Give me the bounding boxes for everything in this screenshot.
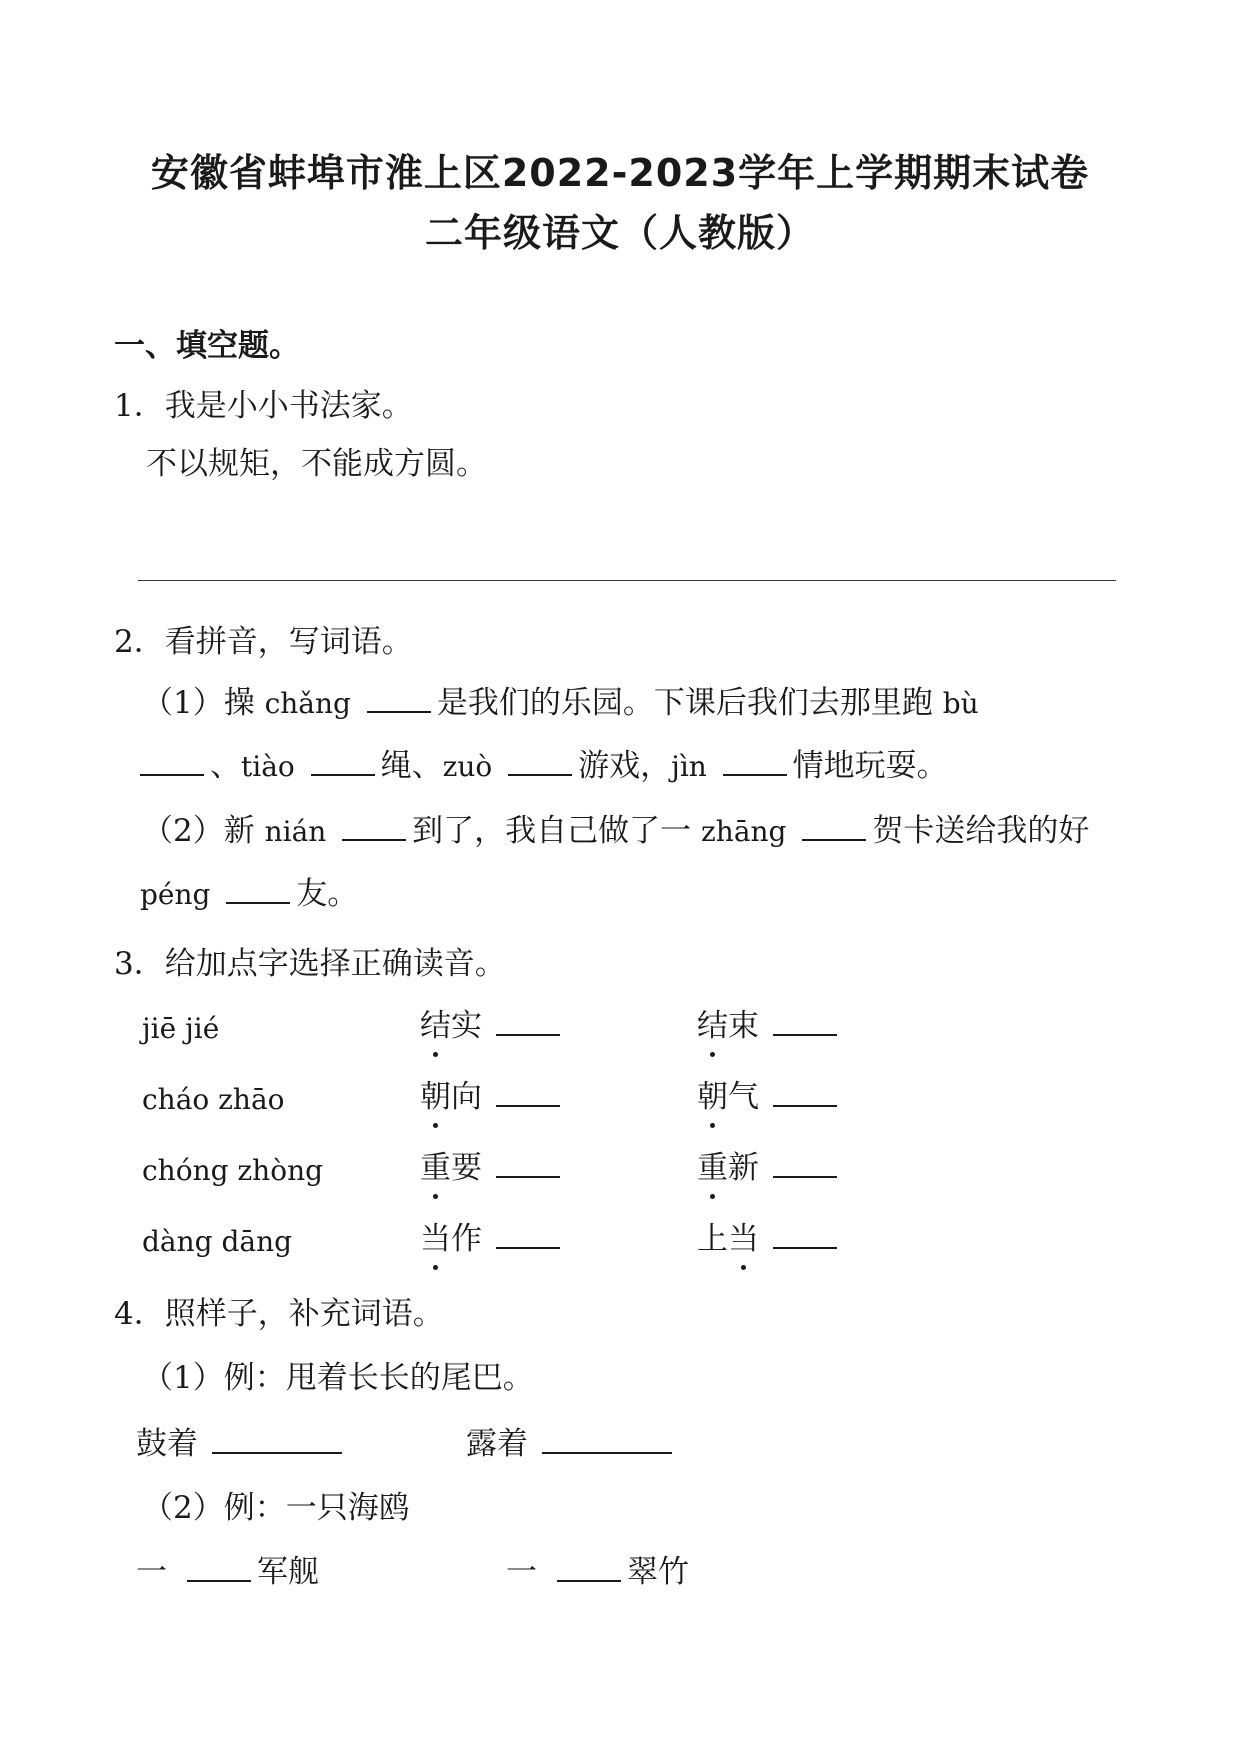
question-2-part2-line2: [140, 868, 358, 913]
question-4-item: [506, 1546, 689, 1591]
word-rest: 气: [728, 1079, 759, 1115]
dotted-char: 结: [697, 1000, 728, 1045]
word-rest: 要: [451, 1150, 482, 1186]
pinyin: chǎng: [264, 687, 351, 720]
pinyin: bù: [942, 687, 979, 720]
text-segment: 露着: [466, 1426, 528, 1462]
question-4-item: [136, 1418, 348, 1463]
writing-line[interactable]: [138, 580, 1116, 581]
text-segment: （2）新: [142, 813, 255, 849]
text-segment: 翠竹: [627, 1554, 689, 1590]
exam-subtitle: 二年级语文（人教版）: [424, 211, 815, 255]
question-2-part1-line1: [142, 677, 979, 722]
word-with-dot: [420, 1142, 566, 1187]
dotted-char: 朝: [420, 1071, 451, 1116]
word-rest: 新: [728, 1150, 759, 1186]
word-rest: 作: [451, 1221, 482, 1257]
text-segment: 军舰: [257, 1554, 319, 1590]
answer-blank[interactable]: [496, 1243, 560, 1249]
pinyin: tiào: [241, 750, 295, 783]
text-segment: 绳、: [380, 748, 443, 784]
text-segment: 友。: [296, 876, 359, 912]
answer-blank[interactable]: [496, 1030, 560, 1036]
word-with-dot: [697, 1000, 843, 1045]
answer-blank[interactable]: [496, 1101, 560, 1107]
dotted-char: 重: [420, 1142, 451, 1187]
answer-blank[interactable]: [773, 1243, 837, 1249]
text-segment: 一: [136, 1554, 167, 1590]
answer-blank[interactable]: [542, 1448, 672, 1454]
word-with-dot: [697, 1213, 843, 1258]
text-segment: （1）操: [142, 685, 255, 721]
answer-blank[interactable]: [311, 770, 375, 776]
text-segment: 鼓着: [136, 1426, 198, 1462]
exam-title: 安徽省蚌埠市淮上区2022-2023学年上学期期末试卷: [150, 151, 1090, 195]
word-rest: 上: [697, 1221, 728, 1257]
pinyin-options: dàng dāng: [142, 1225, 293, 1258]
text-segment: 游戏，: [578, 748, 672, 784]
question-2-part1-line2: [140, 740, 948, 785]
text-segment: 是我们的乐园。下课后我们去那里跑: [436, 685, 933, 721]
question-1-stem: 1．我是小小书法家。: [114, 388, 413, 424]
answer-blank[interactable]: [773, 1101, 837, 1107]
word-rest: 向: [451, 1079, 482, 1115]
word-with-dot: [420, 1213, 566, 1258]
answer-blank[interactable]: [226, 898, 290, 904]
question-4-stem: 4．照样子，补充词语。: [114, 1296, 444, 1332]
text-segment: 、: [210, 748, 241, 784]
dotted-char: 当: [728, 1213, 759, 1258]
answer-blank[interactable]: [367, 707, 431, 713]
pinyin: nián: [264, 815, 327, 848]
text-segment: 情地玩耍。: [792, 748, 948, 784]
word-rest: 实: [451, 1008, 482, 1044]
word-with-dot: [420, 1000, 566, 1045]
dotted-char: 结: [420, 1000, 451, 1045]
text-segment: 一: [506, 1554, 537, 1590]
section-heading: 一、填空题。: [114, 328, 300, 364]
answer-blank[interactable]: [802, 835, 866, 841]
question-4-item: [136, 1546, 319, 1591]
pinyin: péng: [140, 878, 211, 911]
answer-blank[interactable]: [557, 1576, 621, 1582]
text-segment: 到了，我自己做了一: [412, 813, 692, 849]
question-4-example-2: （2）例：一只海鸥: [142, 1490, 410, 1526]
answer-blank[interactable]: [187, 1576, 251, 1582]
word-with-dot: [420, 1071, 566, 1116]
word-with-dot: [697, 1071, 843, 1116]
question-3-stem: 3．给加点字选择正确读音。: [114, 946, 506, 982]
answer-blank[interactable]: [212, 1448, 342, 1454]
word-rest: 束: [728, 1008, 759, 1044]
word-with-dot: [697, 1142, 843, 1187]
dotted-char: 当: [420, 1213, 451, 1258]
dotted-char: 重: [697, 1142, 728, 1187]
answer-blank[interactable]: [342, 835, 406, 841]
answer-blank[interactable]: [496, 1172, 560, 1178]
question-2-stem: 2．看拼音，写词语。: [114, 624, 413, 660]
pinyin-options: chóng zhòng: [142, 1154, 324, 1187]
pinyin-options: jiē jié: [142, 1012, 220, 1045]
pinyin: zhāng: [701, 815, 787, 848]
question-2-part2-line1: [142, 805, 1089, 850]
question-4-item: [466, 1418, 678, 1463]
answer-blank[interactable]: [140, 770, 204, 776]
text-segment: 贺卡送给我的好: [872, 813, 1090, 849]
pinyin: zuò: [442, 750, 493, 783]
pinyin: jìn: [671, 750, 707, 783]
answer-blank[interactable]: [508, 770, 572, 776]
answer-blank[interactable]: [773, 1030, 837, 1036]
pinyin-options: cháo zhāo: [142, 1083, 285, 1116]
answer-blank[interactable]: [773, 1172, 837, 1178]
question-1-sentence: 不以规矩，不能成方圆。: [146, 446, 487, 482]
dotted-char: 朝: [697, 1071, 728, 1116]
question-4-example-1: （1）例：甩着长长的尾巴。: [142, 1360, 534, 1396]
answer-blank[interactable]: [723, 770, 787, 776]
